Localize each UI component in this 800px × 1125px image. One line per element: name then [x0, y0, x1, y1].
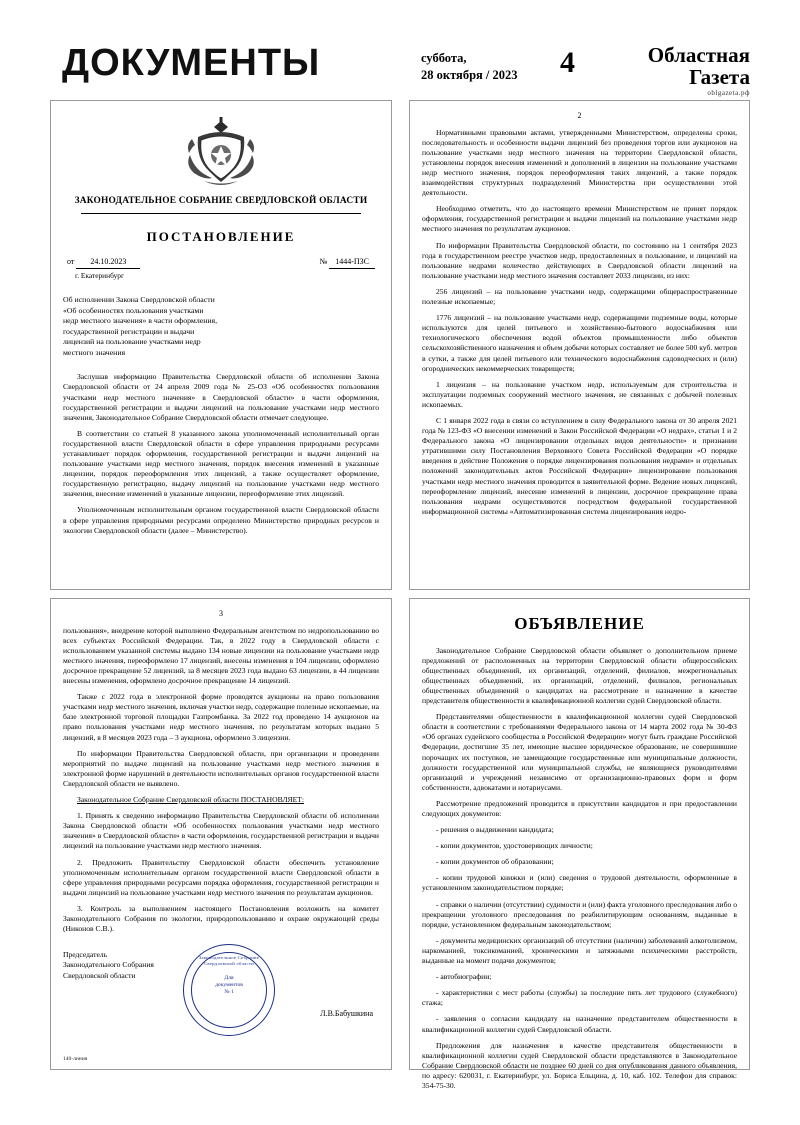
resolution-item: 3. Контроль за выполнением настоящего Постановления возложить на комитет Законодательного Собрания по экологии, природопользованию и охране окружающей среды (Никонов С.В.).	[63, 903, 379, 934]
list-item: - копии документов, удостоверяющих личности;	[436, 841, 593, 851]
brand-line-1: Областная	[647, 43, 750, 67]
organization-name: ЗАКОНОДАТЕЛЬНОЕ СОБРАНИЕ СВЕРДЛОВСКОЙ ОБЛАСТИ	[74, 196, 368, 206]
divider	[81, 213, 361, 214]
issue-date-full: 28 октября / 2023	[421, 67, 518, 82]
list-item: - заявления о согласии кандидату на назначение представителем общественности в квалификационной коллегии судей Свердловской области.	[422, 1014, 737, 1034]
number-prefix: №	[319, 256, 328, 266]
official-stamp-icon	[183, 944, 275, 1036]
paragraph: Также с 2022 года в электронной форме проводятся аукционы на право пользования участками недр местного значения, включая участки недр, содержащие полезные ископаемые, на базе электронной торговой площадки Газпромбанка. За 2022 год проведено 14 аукционов на право пользования участками недр местного значения, по результатам которых выдано 5 лицензий, в 8 месяцев 2023 года – 3 аукциона, оформлено 3 лицензии.	[63, 692, 379, 742]
resolution-item: 1. Принять к сведению информацию Правительства Свердловской области об исполнении Закона Свердловской области «Об особенностях пользования участками недр местного значения» в Свердловской области» в части оформления, государственной регистрации и выдачи лицензий на пользование участками недр местного значения.	[63, 811, 379, 851]
list-item: - решения о выдвижении кандидата;	[436, 825, 554, 835]
page-number: 4	[560, 46, 575, 79]
paragraph: Уполномоченным исполнительным органом государственной власти Свердловской области в сфере управления природными ресурсами определено Министерство природных ресурсов и экологии Свердловской области (далее – Министерство).	[63, 505, 379, 535]
list-item: - характеристики с мест работы (службы) за последние пять лет трудового (служебного) стажа;	[422, 988, 737, 1008]
paragraph: По информации Правительства Свердловской области, при организации и проведении мероприятий по выдаче лицензий на пользование участками недр местного значения в электронной форме нарушений в деятельности исполнительных органов государственной власти Свердловской области не выявлено.	[63, 748, 379, 788]
column-bottom-left	[50, 598, 392, 1070]
issue-date	[421, 50, 518, 84]
paragraph: Рассмотрение предложений проводится в присутствии кандидатов и при предоставлении следующих документов:	[422, 798, 737, 819]
document-meta	[63, 257, 379, 270]
list-item: - копии документов об образовании;	[436, 857, 554, 867]
document-city: г. Екатеринбург	[75, 271, 124, 281]
signatory-role-line-2: Законодательного Собрания	[63, 960, 154, 970]
list-item: - копии трудовой книжки и (или) сведения о трудовой деятельности, оформленные в установленном законодательством порядке;	[422, 873, 737, 893]
signature-block	[63, 950, 379, 1032]
document-title: Об исполнении Закона Свердловской области «Об особенностях пользования участками недр местного значения» в части оформления, государственной регистрации и выдачи лицензий на пользование участками недр местного значения	[63, 295, 218, 357]
page-title: ДОКУМЕНТЫ	[62, 42, 321, 84]
paragraph: Нормативными правовыми актами, утвержденными Министерством, определены сроки, последовательность и особенности выдачи лицензий без проведения торгов или аукционов на пользование участками недр местного значения на территории Свердловской области, установлены порядок внесения изменений и дополнений в лицензии на пользование участками недр местного значения, порядок переоформления таких лицензий, а также порядок взаимодействия структурных подразделений Министерства при осуществлении этой деятельности.	[422, 127, 737, 198]
paragraph: пользования», внедрение которой выполнено Федеральным агентством по недропользованию во всех субъектах Российской Федерации. Так, в 2022 году в Свердловской области с использованием указанной системы выдано 134 новые лицензии на пользование участками недр местного значения, переоформлено 17 лицензий, внесены изменения в 104 лицензии, оформлено досрочное прекращение 52 лицензий, за 8 месяцев 2023 года выдано 63 лицензии, в 44 лицензии внесены изменения, оформлено досрочное прекращение 14 лицензий.	[63, 625, 379, 686]
stamp-center-line-1: Для	[224, 975, 234, 982]
date-prefix: от	[67, 256, 75, 266]
paragraph: С 1 января 2022 года в связи со вступлением в силу Федерального закона от 30 апреля 2021 года № 123-ФЗ «О внесении изменений в Закон Российской Федерации «О недрах», статьи 1 и 2 Федерального закона «О лицензировании отдельных видов деятельности» и признании утратившими силу Постановления Верховного Совета Российской Федерации «О порядке введения в действие Положения о порядке лицензирования пользования недрами» и отдельных положений законодательных актов Российской Федерации» лицензирование пользования участками недр местного значения проводится в заявительной форме. Ведение новых лицензий, переоформление лицензий, внесение изменений в лицензии, досрочное прекращение права пользования недрами осуществляются посредством федеральной государственной информационной системы «Автоматизированная система лицензирования недро-	[422, 415, 737, 516]
issue-date-weekday: суббота,	[421, 51, 467, 65]
column-bottom-right	[409, 598, 750, 1090]
paragraph: По информации Правительства Свердловской области, по состоянию на 1 сентября 2023 года в государственном реестре участков недр, предоставленных в пользование, и лицензий на пользование недрами количество действующих в Свердловской области лицензий на пользование участками недр местного значения составляет 2033 лицензии, из них:	[422, 240, 737, 280]
column-top-left	[50, 100, 392, 590]
resolution-lead-text: Законодательное Собрание Свердловской области ПОСТАНОВЛЯЕТ:	[77, 795, 305, 805]
paragraph: Предложения для назначения в качестве представителя общественности в квалификационной коллегии судей Свердловской области представляются в Законодательное Собрание Свердловской области не позднее 60 дней со дня опубликования данного объявления, по адресу: 620031, г. Екатеринбург, ул. Бориса Ельцина, д. 10, каб. 102. Телефон для справок: 354-75-30.	[422, 1040, 737, 1090]
announcement-title: ОБЪЯВЛЕНИЕ	[514, 614, 645, 633]
column-top-right	[409, 100, 750, 590]
paragraph: Заслушав информацию Правительства Свердловской области об исполнении Закона Свердловской области от 24 апреля 2009 года № 25-ОЗ «Об особенностях пользования участками недр местного значения» в Свердловской области» в части оформления, государственной регистрации и выдачи лицензий на пользование участками недр местного значения, Законодательное Собрание Свердловской области отмечает следующее.	[63, 372, 379, 422]
signatory-role	[63, 950, 183, 981]
resolution-lead	[63, 795, 379, 805]
document-body-bottom-left	[63, 626, 379, 935]
announcement-body	[422, 646, 737, 1091]
list-item: - документы медицинских организаций об отсутствии (наличии) заболеваний алкоголизмом, наркоманией, токсикоманией, хроническими и затяжными психическими расстройств, выданные на момент подачи документов;	[422, 935, 737, 966]
document-date: 24.10.2023	[76, 257, 140, 270]
column-page-mark: 3	[219, 609, 223, 618]
paragraph: Представителями общественности в квалификационной коллегии судей Свердловской области в соответствии с требованиями Федерального закона от 14 марта 2002 года № 30-ФЗ «Об органах судейского сообщества в Российской Федерации» могут быть граждане Российской Федерации, достигшие 35 лет, имеющие высшее юридическое образование, не совершившие порочащих их поступков, не замещающие государственные или муниципальные должности, должности государственной или муниципальной службы, не являющиеся руководителями организаций и учреждений независимо от организационно-правовых форм и форм собственности, адвокатами и нотариусами.	[422, 712, 737, 792]
list-item: - автобиографии;	[436, 972, 492, 982]
stamp-center-text	[184, 975, 274, 996]
publication-brand	[648, 44, 750, 97]
list-item: - справки о наличии (отсутствии) судимости и (или) факта уголовного преследования либо о прекращении уголовного преследования по реабилитирующим основаниям, выданные в порядке, установленном федеральным законодательством;	[422, 899, 737, 929]
document-kind: ПОСТАНОВЛЕНИЕ	[146, 228, 296, 244]
signatory-role-line-1: Председатель	[63, 950, 108, 960]
paragraph: 256 лицензий – на пользование участками недр, содержащими общераспространенные полезные ископаемые;	[422, 286, 737, 307]
stamp-center-line-3: № 1	[224, 989, 234, 996]
document-number: 1444-ПЗС	[329, 257, 375, 270]
paragraph: 1776 лицензий – на пользование участками недр, содержащими подземные воды, которые используются для целей питьевого и хозяйственно-бытового водоснабжения или технологического обеспечения водой объектов промышленности либо объектов сельскохозяйственного назначения и объем добычи которых составляет не более 500 куб. метров в сутки, а также для целей питьевого или технического водоснабжения садоводческих и (или) огороднических некоммерческих товариществ;	[422, 313, 737, 373]
paragraph: Законодательное Собрание Свердловской области объявляет о дополнительном приеме предложений от расположенных на территории Свердловской области общероссийских общественных объединений, их организаций, отделений, филиалов, межрегиональных общественных объединений, их организаций, отделений, филиалов, региональных общественных объединений о кандидатах на рассмотрение и назначение в качестве представителя общественности в квалификационной коллегии судей Свердловской области.	[422, 645, 737, 706]
column-page-mark: 2	[577, 111, 582, 120]
paragraph: В соответствии со статьей 8 указанного закона уполномоченный исполнительный орган государственной власти Свердловской области в сфере управления природными ресурсами устанавливает порядок оформления, государственной регистрации и выдачи лицензий на пользование участками недр местного значения, порядок внесения изменений в указанные лицензии, порядок переоформления этих лицензий, а также осуществляет оформление, государственную регистрацию, выдачу лицензий на пользование участками недр местного значения, внесение изменений в указанные лицензии, переоформление этих лицензий.	[63, 428, 379, 499]
document-body-top-left	[63, 372, 379, 535]
resolution-item: 2. Предложить Правительству Свердловской области обеспечить установление уполномоченным исполнительным органом государственной власти Свердловской области в сфере управления природными ресурсами порядка оформления, государственной регистрации и выдачи лицензий на пользование участками недр местного значения по результатам аукционов.	[63, 857, 379, 897]
signatory-role-line-3: Свердловской области	[63, 970, 136, 980]
signatory-name: Л.В.Бабушкина	[320, 1009, 373, 1019]
brand-website: oblgazeta.рф	[707, 89, 750, 98]
paragraph: Необходимо отметить, что до настоящего времени Министерством не принят порядок оформления, государственной регистрации и выдачи лицензий на пользование участками недр местного значения по результатам аукционов.	[422, 204, 737, 234]
footer-code: 140-линия	[63, 1055, 88, 1062]
stamp-arc-text: Законодательное Собрание Свердловской области	[198, 955, 260, 967]
coat-of-arms-icon	[178, 115, 264, 189]
brand-line-2: Газета	[689, 65, 750, 90]
paragraph: 1 лицензия – на пользование участком недр, используемым для строительства и эксплуатации подземных сооружений местного значения, не связанных с добычей полезных ископаемых.	[422, 379, 737, 409]
masthead	[0, 0, 800, 96]
document-body-top-right	[422, 128, 737, 517]
stamp-center-line-2: документов	[215, 982, 243, 989]
